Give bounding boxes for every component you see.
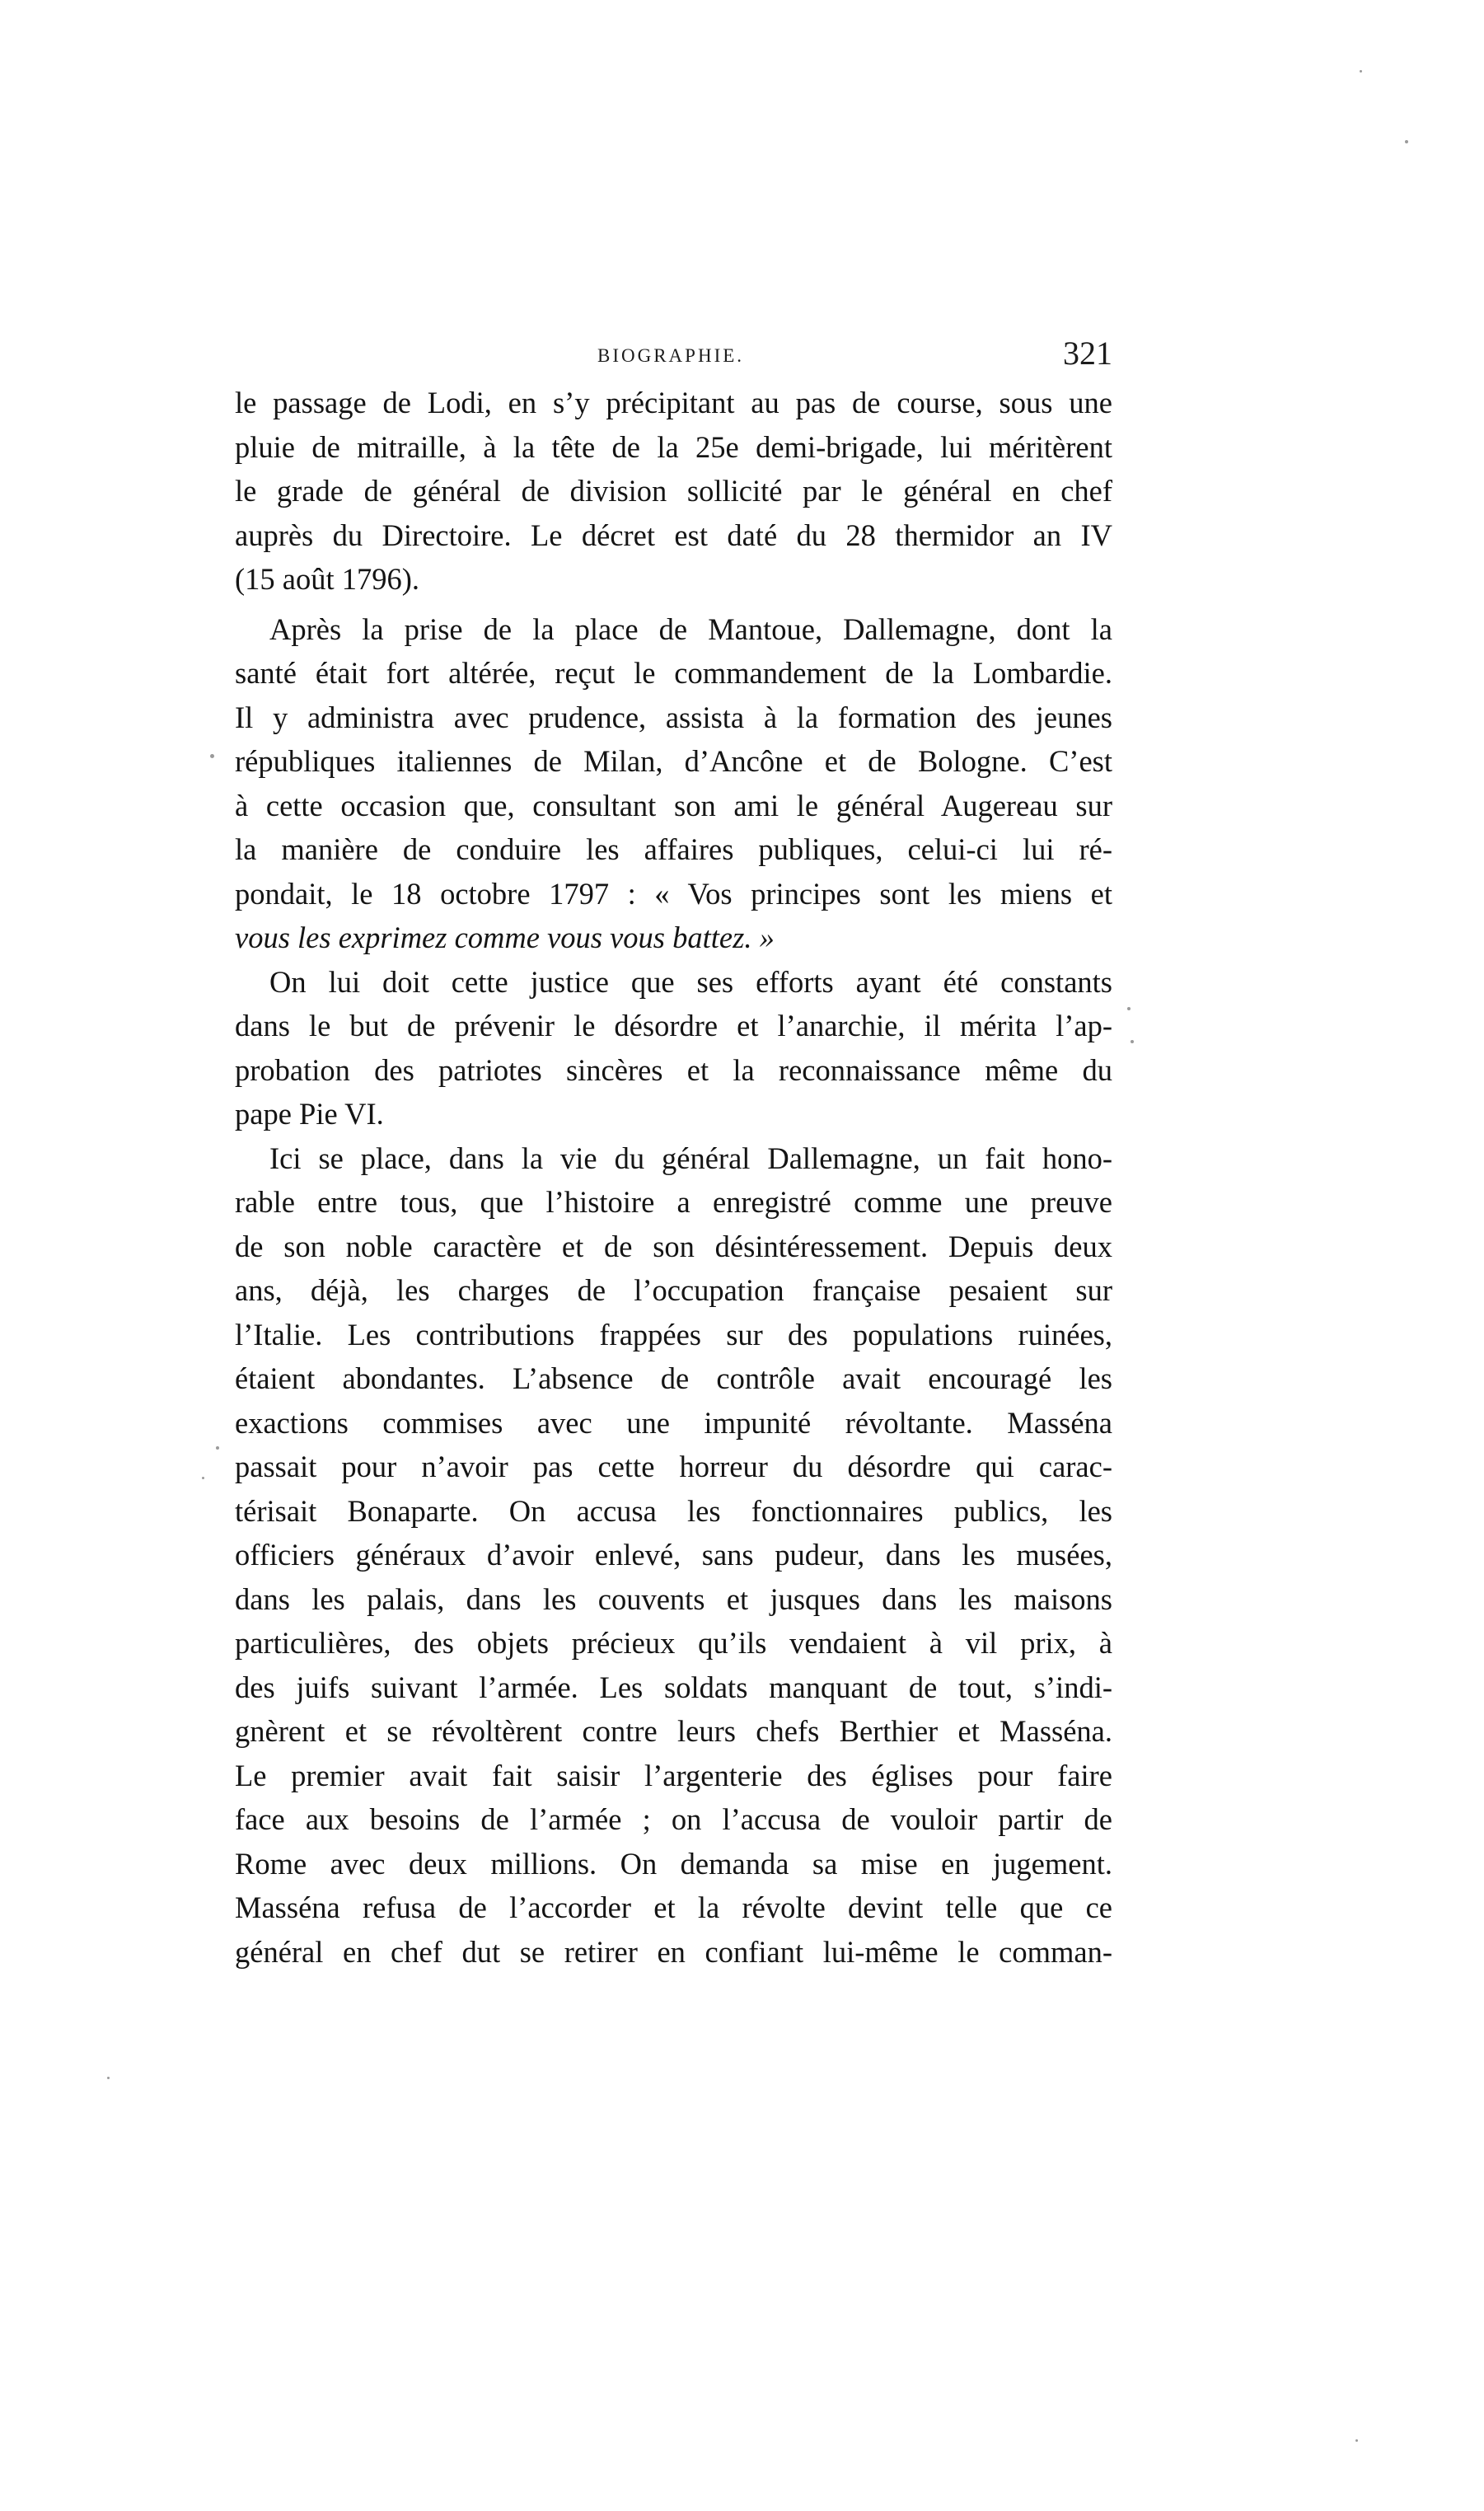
text-line: vous les exprimez comme vous vous battez. »	[235, 921, 775, 954]
body-text	[235, 381, 1112, 1974]
text-line: des juifs suivant l’armée. Les soldats manquant de tout, s’indi-	[235, 1670, 1112, 1704]
text-line: rable entre tous, que l’histoire a enregistré comme une preuve	[235, 1185, 1112, 1219]
text-line: républiques italiennes de Milan, d’Ancône et de Bologne. C’est	[235, 744, 1112, 778]
text-line: ans, déjà, les charges de l’occupation française pesaient sur	[235, 1273, 1112, 1307]
scan-speck	[1405, 140, 1408, 143]
text-line: de son noble caractère et de son désintéressement. Depuis deux	[235, 1229, 1112, 1263]
text-line: auprès du Directoire. Le décret est daté du 28 thermidor an IV	[235, 518, 1112, 552]
text-line: probation des patriotes sincères et la reconnaissance même du	[235, 1052, 1112, 1087]
scan-speck	[210, 754, 214, 758]
text-line: Il y administra avec prudence, assista à la formation des jeunes	[235, 700, 1112, 734]
text-line: Masséna refusa de l’accorder et la révolte devint telle que ce	[235, 1890, 1112, 1924]
text-line: général en chef dut se retirer en confiant lui-même le comman-	[235, 1934, 1112, 1969]
text-line: santé était fort altérée, reçut le commandement de la Lombardie.	[235, 656, 1112, 690]
scan-speck	[216, 1446, 219, 1450]
text-line: Après la prise de la place de Mantoue, Dallemagne, dont la	[269, 611, 1112, 646]
scan-speck	[1355, 2439, 1358, 2442]
text-line: Rome avec deux millions. On demanda sa mise en jugement.	[235, 1846, 1112, 1881]
scan-speck	[1131, 1040, 1134, 1043]
text-line: face aux besoins de l’armée ; on l’accusa de vouloir partir de	[235, 1802, 1112, 1836]
text-line: passait pour n’avoir pas cette horreur du désordre qui carac-	[235, 1450, 1112, 1483]
text-line: à cette occasion que, consultant son ami le général Augereau sur	[235, 788, 1112, 822]
running-title: BIOGRAPHIE.	[597, 345, 745, 366]
text-line: le passage de Lodi, en s’y précipitant au pas de course, sous une	[235, 386, 1112, 419]
text-line: gnèrent et se révoltèrent contre leurs chefs Berthier et Masséna.	[235, 1714, 1112, 1748]
text-line: Ici se place, dans la vie du général Dallemagne, un fait hono-	[269, 1141, 1112, 1175]
text-line: exactions commises avec une impunité révoltante. Masséna	[235, 1405, 1112, 1440]
text-line: Le premier avait fait saisir l’argenterie des églises pour faire	[235, 1758, 1112, 1792]
text-line: l’Italie. Les contributions frappées sur des populations ruinées,	[235, 1317, 1112, 1352]
text-line: On lui doit cette justice que ses efforts ayant été constants	[269, 964, 1112, 999]
scan-speck	[202, 1477, 204, 1479]
text-line: officiers généraux d’avoir enlevé, sans pudeur, dans les musées,	[235, 1538, 1112, 1572]
text-line: pondait, le 18 octobre 1797 : « Vos principes sont les miens et	[235, 876, 1112, 911]
text-line: le grade de général de division sollicité par le général en chef	[235, 474, 1112, 508]
text-line: dans les palais, dans les couvents et jusques dans les maisons	[235, 1581, 1112, 1616]
scan-speck	[1127, 1007, 1131, 1010]
page-header	[235, 334, 1112, 375]
text-line: la manière de conduire les affaires publiques, celui-ci lui ré-	[235, 832, 1112, 866]
text-line: particulières, des objets précieux qu’ils vendaient à vil prix, à	[235, 1626, 1112, 1660]
scan-speck	[107, 2077, 110, 2079]
text-line: étaient abondantes. L’absence de contrôle avait encouragé les	[235, 1361, 1112, 1395]
page-number: 321	[1063, 335, 1112, 372]
text-line: dans le but de prévenir le désordre et l’anarchie, il mérita l’ap-	[235, 1009, 1112, 1042]
text-line: (15 août 1796).	[235, 562, 420, 596]
text-line: térisait Bonaparte. On accusa les fonctionnaires publics, les	[235, 1493, 1112, 1528]
text-line: pape Pie VI.	[235, 1097, 384, 1131]
scan-speck	[1360, 70, 1362, 73]
text-line: pluie de mitraille, à la tête de la 25e demi-brigade, lui méritèrent	[235, 429, 1112, 464]
